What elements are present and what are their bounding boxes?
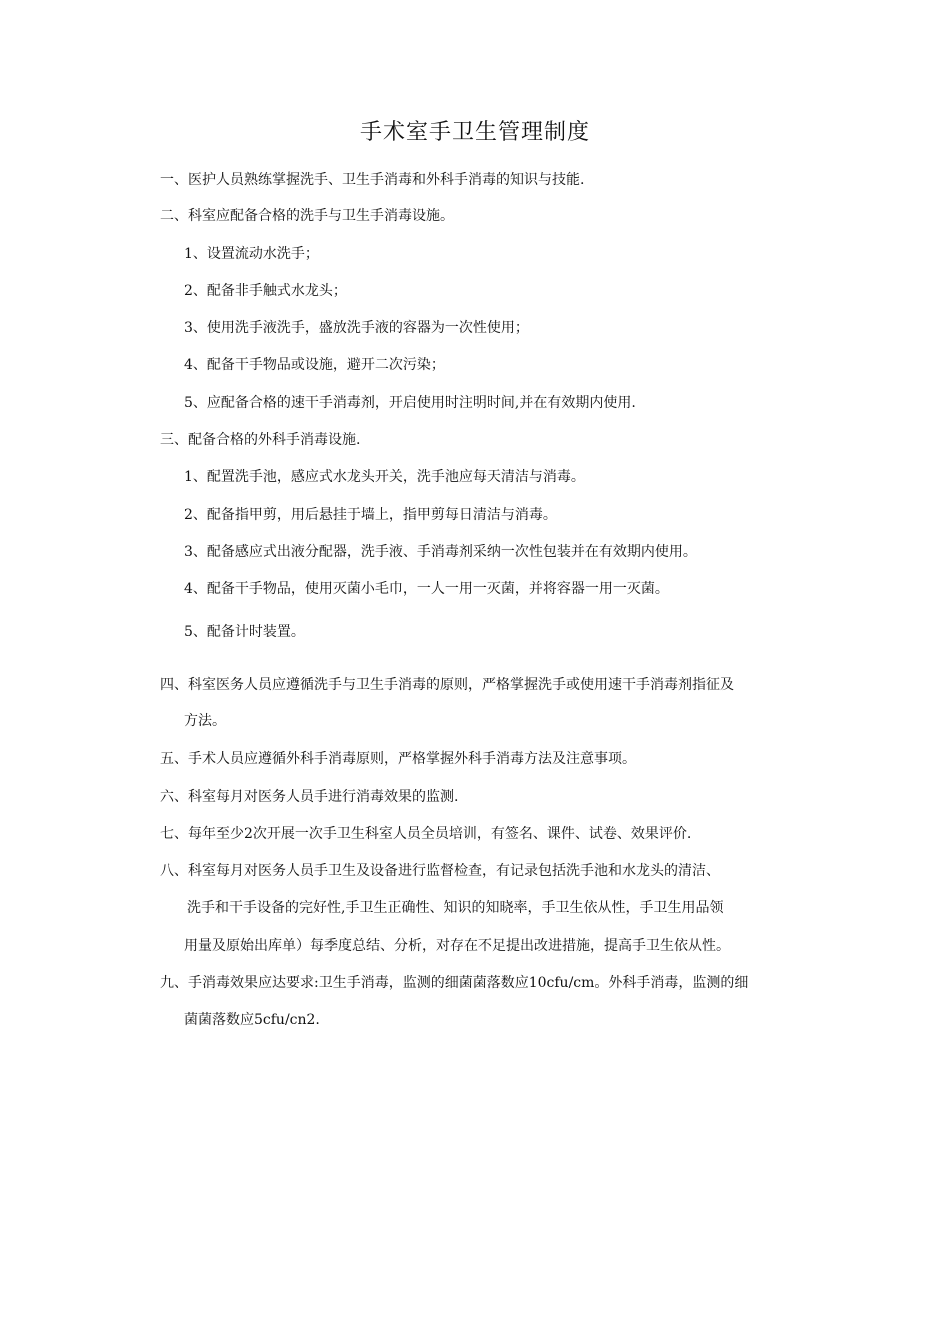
clause-2-item-4: 4、配备干手物品或设施，避开二次污染； xyxy=(184,357,445,373)
clause-2-item-3: 3、使用洗手液洗手，盛放洗手液的容器为一次性使用； xyxy=(184,320,529,336)
clause-5: 五、手术人员应遵循外科手消毒原则，严格掌握外科手消毒方法及注意事项。 xyxy=(160,751,636,767)
clause-3-item-1: 1、配置洗手池，感应式水龙头开关，洗手池应每天清洁与消毒。 xyxy=(184,469,585,485)
clause-3: 三、配备合格的外科手消毒设施. xyxy=(160,432,361,448)
document-title: 手术室手卫生管理制度 xyxy=(359,120,590,145)
clause-8-continued-2: 用量及原始出库单）每季度总结、分析，对存在不足提出改进措施，提高手卫生依从性。 xyxy=(184,938,730,954)
clause-3-item-2: 2、配备指甲剪，用后悬挂于墙上，指甲剪每日清洁与消毒。 xyxy=(184,507,557,523)
clause-3-item-3: 3、配备感应式出液分配器，洗手液、手消毒剂采纳一次性包装并在有效期内使用。 xyxy=(184,544,697,560)
clause-3-item-5: 5、配备计时装置。 xyxy=(184,624,305,640)
clause-9: 九、手消毒效果应达要求:卫生手消毒，监测的细菌菌落数应10cfu/cm。外科手消毒，监测的细 xyxy=(160,975,749,991)
clause-4: 四、科室医务人员应遵循洗手与卫生手消毒的原则，严格掌握洗手或使用速干手消毒剂指征及 xyxy=(160,677,734,693)
clause-2-item-1: 1、设置流动水洗手； xyxy=(184,246,319,262)
clause-2: 二、科室应配备合格的洗手与卫生手消毒设施。 xyxy=(160,208,454,224)
clause-8: 八、科室每月对医务人员手卫生及设备进行监督检查，有记录包括洗手池和水龙头的清洁、 xyxy=(160,863,720,879)
clause-9-continued: 菌菌落数应5cfu/cn2. xyxy=(184,1012,320,1028)
clause-2-item-5: 5、应配备合格的速干手消毒剂，开启使用时注明时间,并在有效期内使用. xyxy=(184,395,636,411)
clause-1: 一、医护人员熟练掌握洗手、卫生手消毒和外科手消毒的知识与技能. xyxy=(160,172,585,188)
clause-2-item-2: 2、配备非手触式水龙头； xyxy=(184,283,347,299)
clause-7: 七、每年至少2次开展一次手卫生科室人员全员培训，有签名、课件、试卷、效果评价. xyxy=(160,826,692,842)
clause-6: 六、科室每月对医务人员手进行消毒效果的监测. xyxy=(160,789,459,805)
clause-3-item-4: 4、配备干手物品，使用灭菌小毛巾，一人一用一灭菌，并将容器一用一灭菌。 xyxy=(184,581,669,597)
clause-8-continued-1: 洗手和干手设备的完好性,手卫生正确性、知识的知晓率，手卫生依从性，手卫生用品领 xyxy=(187,900,724,916)
clause-4-continued: 方法。 xyxy=(184,713,226,729)
